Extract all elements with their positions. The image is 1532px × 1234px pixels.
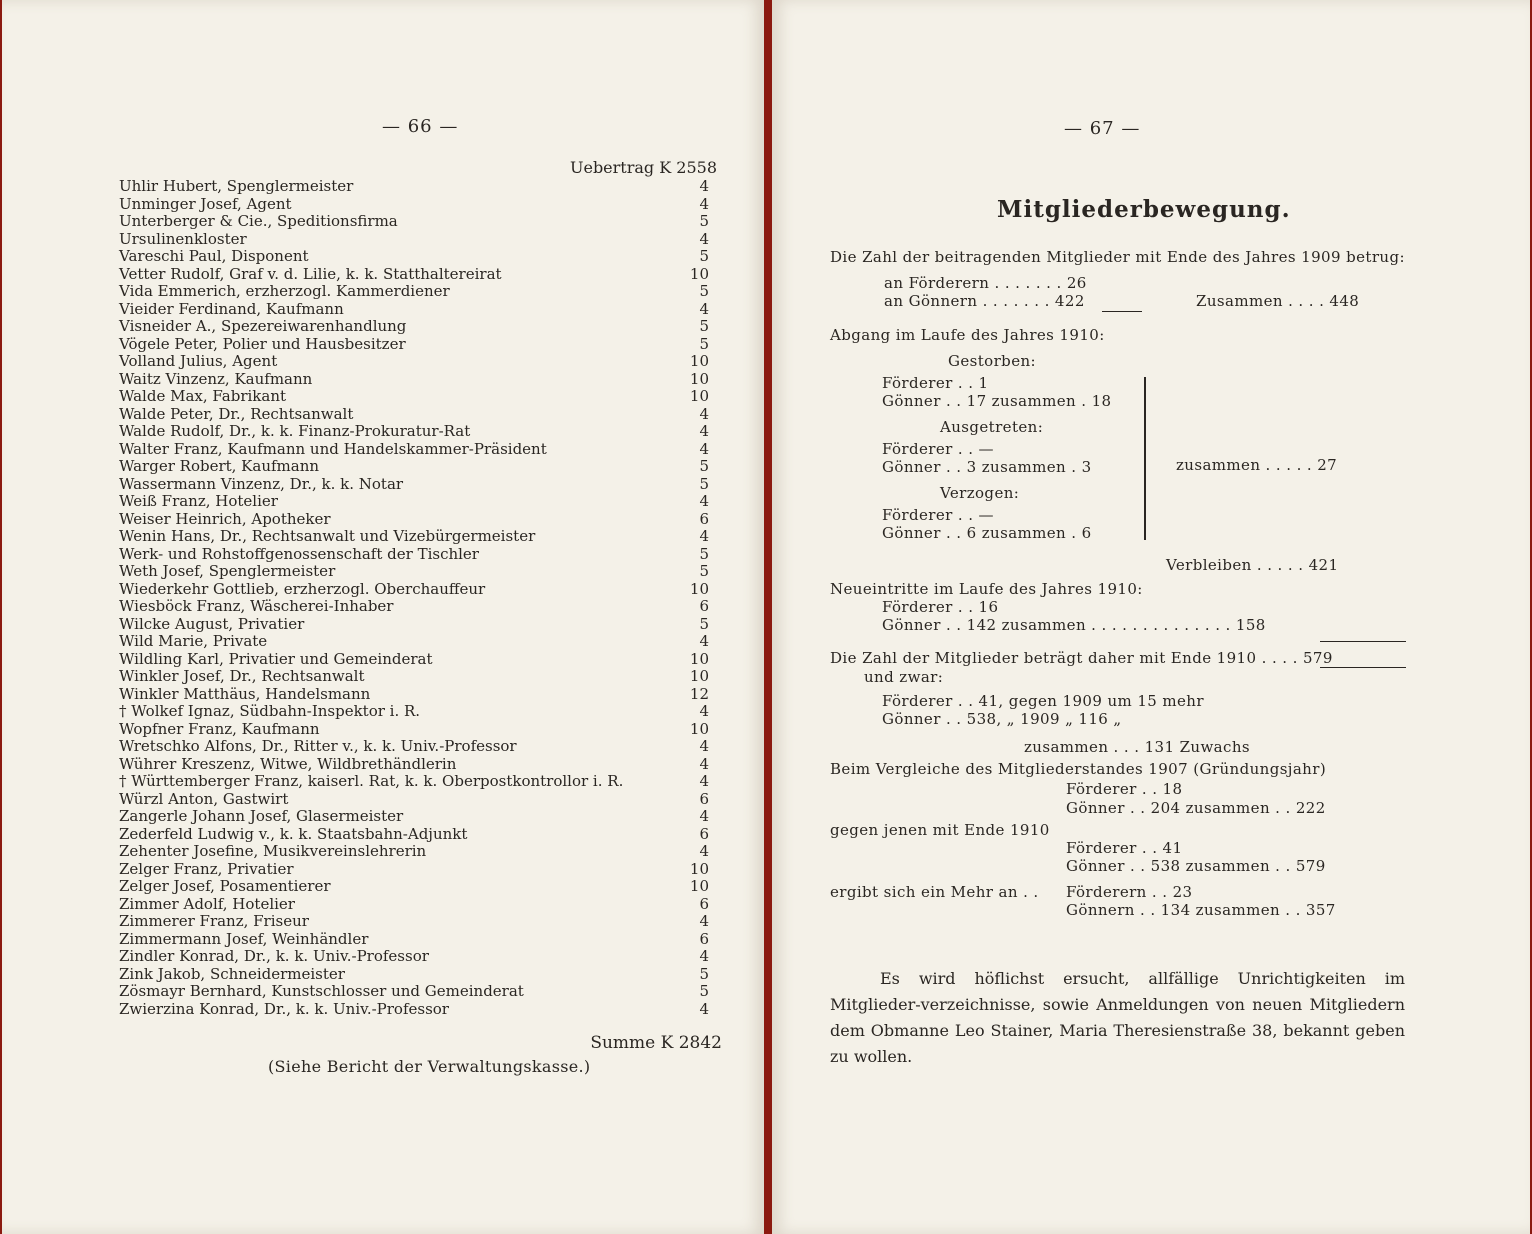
list-item	[119, 948, 719, 966]
list-item	[119, 808, 719, 826]
member-amount: 5	[699, 334, 709, 353]
carry-over: Uebertrag K 2558	[569, 158, 717, 177]
member-name: Zelger Josef, Posamentierer	[119, 877, 331, 895]
zwar-foerderer: Förderer . . 41, gegen 1909 um 15 mehr	[882, 692, 1204, 710]
member-name: Wiesböck Franz, Wäscherei-Inhaber	[119, 597, 394, 615]
member-amount: 4	[699, 404, 709, 423]
member-name: Wührer Kreszenz, Witwe, Wildbrethändlerin	[119, 754, 457, 773]
member-name: Unterberger & Cie., Speditionsfirma	[119, 212, 398, 230]
member-amount: 5	[699, 964, 709, 983]
zuwachs: zusammen . . . 131 Zuwachs	[1024, 738, 1250, 756]
member-amount: 6	[699, 894, 709, 913]
member-amount: 5	[699, 457, 709, 475]
list-item	[119, 353, 719, 371]
verzogen-heading: Verzogen:	[940, 484, 1020, 502]
member-amount: 12	[689, 684, 709, 703]
member-name: Warger Robert, Kaufmann	[119, 457, 320, 475]
list-item	[119, 581, 719, 599]
member-amount: 10	[689, 387, 709, 405]
gestorben-foerderer: Förderer . . 1	[882, 374, 989, 392]
list-item	[119, 686, 719, 704]
member-amount: 5	[699, 247, 709, 265]
member-amount: 10	[689, 667, 709, 685]
gegen-1910: gegen jenen mit Ende 1910	[830, 821, 1050, 839]
mehr-label: ergibt sich ein Mehr an . .	[830, 883, 1039, 901]
member-name: Werk- und Rohstoffgenossenschaft der Tischler	[119, 544, 479, 563]
list-item	[119, 633, 719, 651]
list-item	[119, 423, 719, 441]
member-name: Würzl Anton, Gastwirt	[119, 789, 289, 808]
footnote: (Siehe Bericht der Verwaltungskasse.)	[268, 1057, 591, 1076]
member-name: Wassermann Vinzenz, Dr., k. k. Notar	[119, 474, 404, 493]
list-item	[119, 178, 719, 196]
neueintritte-foerderer: Förderer . . 16	[882, 598, 999, 616]
member-amount: 10	[689, 877, 709, 895]
list-item	[119, 563, 719, 581]
member-name: Walde Rudolf, Dr., k. k. Finanz-Prokuratur-Rat	[119, 422, 471, 440]
intro-line: Die Zahl der beitragenden Mitglieder mit Ende des Jahres 1909 betrug:	[830, 248, 1405, 266]
list-item	[119, 213, 719, 231]
member-name: Vieider Ferdinand, Kaufmann	[119, 299, 344, 318]
member-amount: 5	[699, 282, 709, 300]
list-item	[119, 493, 719, 511]
list-item	[119, 546, 719, 564]
ausgetreten-foerderer: Förderer . . —	[882, 440, 994, 458]
list-item	[119, 406, 719, 424]
list-item	[119, 388, 719, 406]
member-amount: 4	[699, 492, 709, 510]
member-amount: 10	[689, 264, 709, 283]
page-number: — 67 —	[1064, 118, 1141, 139]
list-item	[119, 843, 719, 861]
member-amount: 4	[699, 177, 709, 195]
member-amount: 4	[699, 299, 709, 318]
list-item	[119, 791, 719, 809]
total-1909: Zusammen . . . . 448	[1196, 292, 1360, 310]
member-amount: 4	[699, 947, 709, 965]
ausgetreten-heading: Ausgetreten:	[940, 418, 1044, 436]
list-item	[119, 476, 719, 494]
member-amount: 4	[699, 737, 709, 755]
member-amount: 4	[699, 842, 709, 860]
member-name: Ursulinenkloster	[119, 229, 247, 248]
member-name: Weth Josef, Spenglermeister	[119, 562, 336, 580]
member-name: Zindler Konrad, Dr., k. k. Univ.-Professor	[119, 947, 429, 965]
member-name: † Württemberger Franz, kaiserl. Rat, k. k. Oberpostkontrollor i. R.	[119, 772, 624, 790]
list-item	[119, 966, 719, 984]
member-amount: 6	[699, 509, 709, 528]
member-name: Zösmayr Bernhard, Kunstschlosser und Gemeinderat	[119, 982, 524, 1000]
list-item	[119, 983, 719, 1001]
member-amount: 10	[689, 719, 709, 738]
member-name: Zelger Franz, Privatier	[119, 859, 294, 878]
list-item	[119, 301, 719, 319]
closing-paragraph: Es wird höflichst ersucht, allfällige Unrichtigkeiten im Mitglieder-verzeichnisse, sowie Anmeldungen von neuen Mitgliedern dem Obmanne Leo Stainer, Maria Theresienstraße 38, bekannt geben zu wollen.	[830, 969, 1405, 1066]
verzogen-goenner: Gönner . . 6 zusammen . 6	[882, 524, 1092, 542]
member-amount: 4	[699, 194, 709, 213]
list-item	[119, 196, 719, 214]
member-name: Weiser Heinrich, Apotheker	[119, 509, 331, 528]
member-name: Visneider A., Spezereiwarenhandlung	[119, 317, 407, 335]
list-item	[119, 283, 719, 301]
list-item	[119, 861, 719, 879]
member-name: Zink Jakob, Schneidermeister	[119, 964, 345, 983]
member-amount: 4	[699, 912, 709, 930]
member-list	[119, 178, 719, 1018]
vergleich-1910-foerderer: Förderer . . 41	[1066, 839, 1183, 857]
member-name: Zederfeld Ludwig v., k. k. Staatsbahn-Adjunkt	[119, 824, 468, 843]
vergleich-1907-goenner: Gönner . . 204 zusammen . . 222	[1066, 799, 1326, 817]
list-item	[119, 528, 719, 546]
list-item	[119, 913, 719, 931]
verzogen-foerderer: Förderer . . —	[882, 506, 994, 524]
list-item	[119, 738, 719, 756]
member-amount: 4	[699, 422, 709, 440]
member-name: Winkler Josef, Dr., Rechtsanwalt	[119, 667, 365, 685]
list-item	[119, 668, 719, 686]
member-amount: 10	[689, 859, 709, 878]
member-amount: 4	[699, 772, 709, 790]
verbleiben: Verbleiben . . . . . 421	[1166, 556, 1339, 574]
member-amount: 4	[699, 632, 709, 650]
member-name: Wopfner Franz, Kaufmann	[119, 719, 320, 738]
member-name: Wild Marie, Private	[119, 632, 268, 650]
sum-total: Summe K 2842	[590, 1033, 722, 1053]
member-name: Zangerle Johann Josef, Glasermeister	[119, 807, 404, 825]
sum-rule	[1102, 311, 1142, 312]
member-amount: 10	[689, 369, 709, 388]
member-name: Vida Emmerich, erzherzogl. Kammerdiener	[119, 282, 450, 300]
list-item	[119, 703, 719, 721]
list-item	[119, 266, 719, 284]
member-name: Winkler Matthäus, Handelsmann	[119, 684, 371, 703]
member-amount: 5	[699, 544, 709, 563]
member-amount: 6	[699, 929, 709, 948]
member-amount: 6	[699, 597, 709, 615]
member-name: Zimmermann Josef, Weinhändler	[119, 929, 369, 948]
list-item	[119, 878, 719, 896]
member-name: Zehenter Josefine, Musikvereinslehrerin	[119, 842, 427, 860]
list-item	[119, 231, 719, 249]
total-1910: Die Zahl der Mitglieder beträgt daher mit Ende 1910 . . . . 579	[830, 649, 1333, 667]
und-zwar: und zwar:	[864, 668, 944, 686]
list-item	[119, 896, 719, 914]
list-item	[119, 441, 719, 459]
vergleich-1907-foerderer: Förderer . . 18	[1066, 780, 1183, 798]
member-amount: 4	[699, 229, 709, 248]
list-item	[119, 756, 719, 774]
list-item	[119, 1001, 719, 1019]
foerderer-1909: an Förderern . . . . . . . 26	[884, 274, 1087, 292]
member-name: Zimmer Adolf, Hotelier	[119, 894, 295, 913]
vergleich-heading: Beim Vergleiche des Mitgliederstandes 1907 (Gründungsjahr)	[830, 760, 1327, 778]
member-amount: 5	[699, 212, 709, 230]
member-name: Wretschko Alfons, Dr., Ritter v., k. k. Univ.-Professor	[119, 737, 517, 755]
member-name: Waitz Vinzenz, Kaufmann	[119, 369, 313, 388]
list-item	[119, 616, 719, 634]
member-amount: 6	[699, 789, 709, 808]
vergleich-1910-goenner: Gönner . . 538 zusammen . . 579	[1066, 857, 1326, 875]
list-item	[119, 651, 719, 669]
member-name: Vetter Rudolf, Graf v. d. Lilie, k. k. Statthaltereirat	[119, 264, 502, 283]
neueintritte-goenner: Gönner . . 142 zusammen . . . . . . . . . . . . . . 158	[882, 616, 1266, 634]
member-name: Walde Peter, Dr., Rechtsanwalt	[119, 404, 354, 423]
mehr-foerderer: Förderern . . 23	[1066, 883, 1193, 901]
member-name: Vareschi Paul, Disponent	[119, 247, 309, 265]
member-amount: 10	[689, 352, 709, 370]
member-amount: 4	[699, 999, 709, 1018]
mehr-goenner: Gönnern . . 134 zusammen . . 357	[1066, 901, 1336, 919]
member-amount: 4	[699, 702, 709, 720]
list-item	[119, 371, 719, 389]
grouping-brace	[1144, 377, 1146, 540]
list-item	[119, 511, 719, 529]
member-name: † Wolkef Ignaz, Südbahn-Inspektor i. R.	[119, 702, 421, 720]
member-amount: 5	[699, 562, 709, 580]
list-item	[119, 248, 719, 266]
member-name: Zwierzina Konrad, Dr., k. k. Univ.-Professor	[119, 999, 449, 1018]
list-item	[119, 931, 719, 949]
member-amount: 5	[699, 474, 709, 493]
member-name: Wiederkehr Gottlieb, erzherzogl. Oberchauffeur	[119, 579, 486, 598]
member-amount: 5	[699, 614, 709, 633]
page-number: — 66 —	[382, 116, 459, 137]
list-item	[119, 598, 719, 616]
member-name: Unminger Josef, Agent	[119, 194, 292, 213]
list-item	[119, 458, 719, 476]
member-amount: 4	[699, 439, 709, 458]
member-name: Wildling Karl, Privatier und Gemeinderat	[119, 649, 433, 668]
member-name: Volland Julius, Agent	[119, 352, 278, 370]
left-page	[2, 0, 764, 1234]
member-amount: 10	[689, 579, 709, 598]
sum-rule	[1320, 641, 1406, 642]
member-name: Wilcke August, Privatier	[119, 614, 305, 633]
list-item	[119, 336, 719, 354]
list-item	[119, 773, 719, 791]
list-item	[119, 721, 719, 739]
list-item	[119, 826, 719, 844]
right-page	[772, 0, 1530, 1234]
member-name: Walter Franz, Kaufmann und Handelskammer-Präsident	[119, 439, 547, 458]
gestorben-goenner: Gönner . . 17 zusammen . 18	[882, 392, 1112, 410]
zwar-goenner: Gönner . . 538, „ 1909 „ 116 „	[882, 710, 1122, 728]
member-amount: 6	[699, 824, 709, 843]
member-name: Zimmerer Franz, Friseur	[119, 912, 309, 930]
member-amount: 5	[699, 982, 709, 1000]
neueintritte-heading: Neueintritte im Laufe des Jahres 1910:	[830, 580, 1143, 598]
member-name: Wenin Hans, Dr., Rechtsanwalt und Vizebürgermeister	[119, 527, 536, 545]
list-item	[119, 318, 719, 336]
member-name: Walde Max, Fabrikant	[119, 387, 287, 405]
member-name: Uhlir Hubert, Spenglermeister	[119, 177, 354, 195]
member-amount: 5	[699, 317, 709, 335]
abgang-heading: Abgang im Laufe des Jahres 1910:	[830, 326, 1105, 344]
abgang-total: zusammen . . . . . 27	[1176, 456, 1338, 474]
gestorben-heading: Gestorben:	[948, 352, 1036, 370]
section-title: Mitgliederbewegung.	[997, 196, 1291, 223]
member-amount: 4	[699, 754, 709, 773]
sum-rule	[1320, 667, 1406, 668]
member-name: Weiß Franz, Hotelier	[119, 492, 278, 510]
goenner-1909: an Gönnern . . . . . . . 422	[884, 292, 1085, 310]
member-amount: 10	[689, 649, 709, 668]
member-amount: 4	[699, 807, 709, 825]
member-amount: 4	[699, 527, 709, 545]
ausgetreten-goenner: Gönner . . 3 zusammen . 3	[882, 458, 1092, 476]
member-name: Vögele Peter, Polier und Hausbesitzer	[119, 334, 406, 353]
